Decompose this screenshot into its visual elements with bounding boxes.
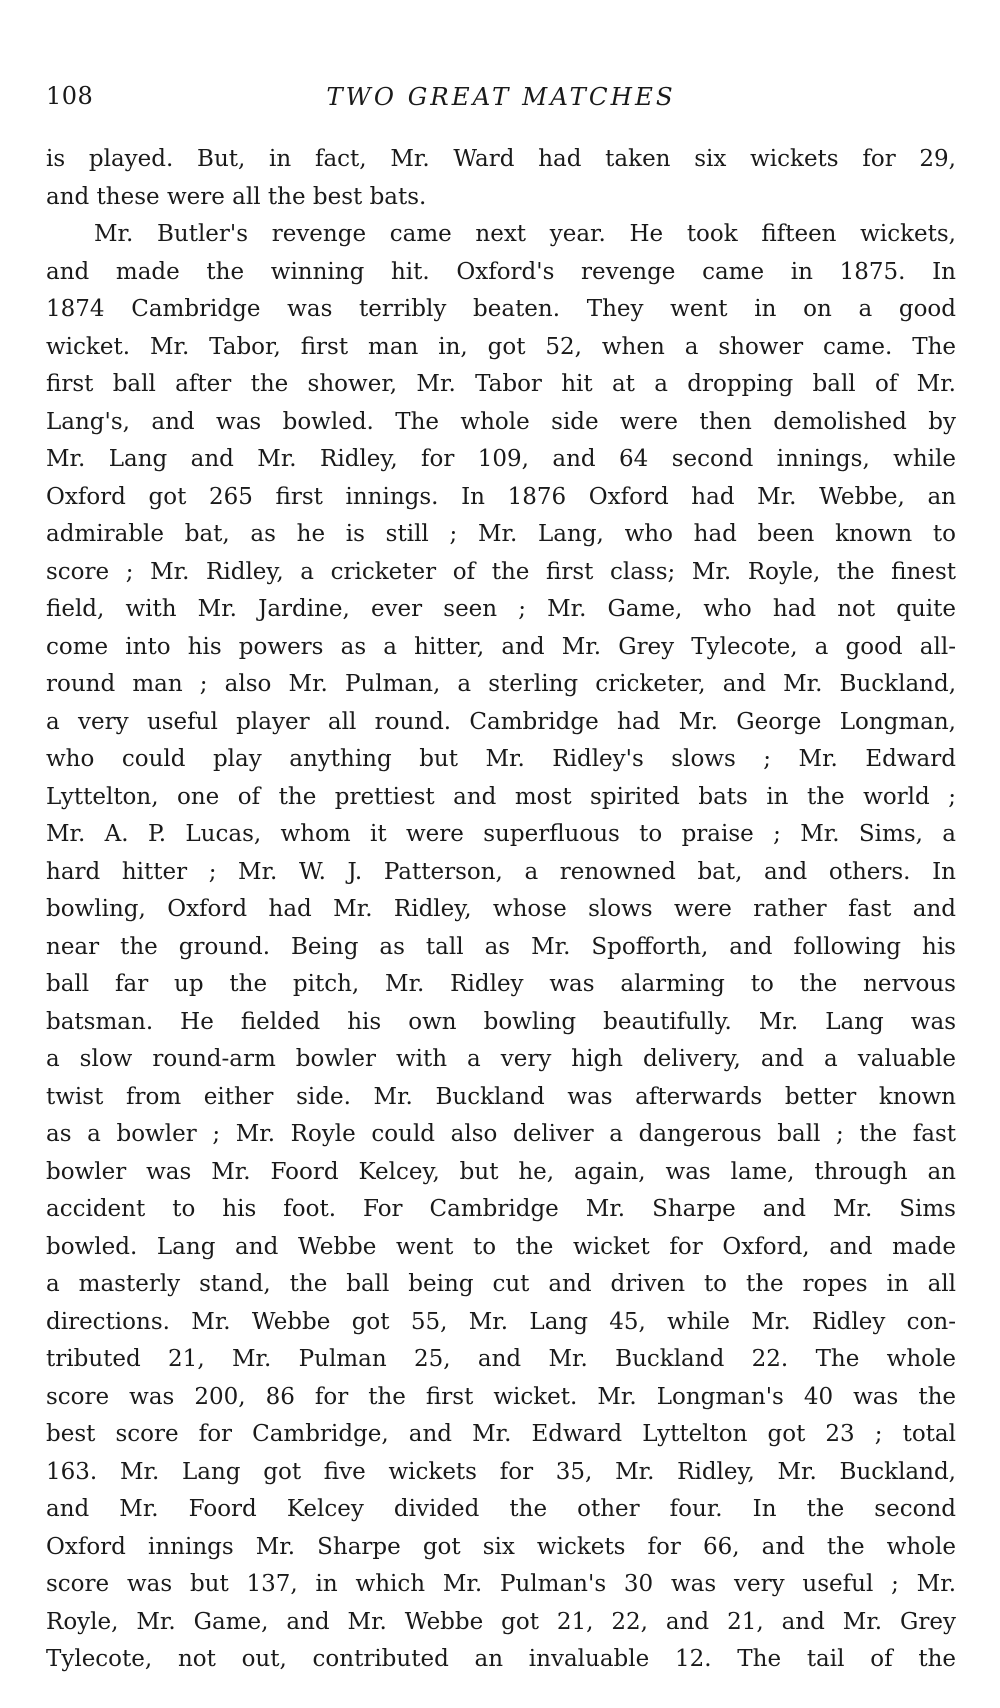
- text-line: first ball after the shower, Mr. Tabor hit at a dropping ball of Mr.: [46, 371, 956, 397]
- text-line: twist from either side. Mr. Buckland was afterwards better known: [46, 1083, 956, 1110]
- text-line: and Mr. Foord Kelcey divided the other four. In the second: [46, 1496, 956, 1522]
- text-line: bowler was Mr. Foord Kelcey, but he, again, was lame, through an: [46, 1158, 956, 1185]
- text-line: score was 200, 86 for the first wicket. Mr. Longman's 40 was the: [46, 1383, 956, 1410]
- text-line: admirable bat, as he is still ; Mr. Lang, who had been known to: [46, 521, 956, 547]
- text-line: is played. But, in fact, Mr. Ward had taken six wickets for 29,: [46, 146, 956, 172]
- text-line: score was but 137, in which Mr. Pulman's 30 was very useful ; Mr.: [46, 1571, 956, 1597]
- text-line: a masterly stand, the ball being cut and driven to the ropes in all: [46, 1271, 956, 1297]
- text-line: Mr. A. P. Lucas, whom it were superfluous to praise ; Mr. Sims, a: [46, 821, 956, 847]
- text-line: as a bowler ; Mr. Royle could also deliver a dangerous ball ; the fast: [46, 1121, 956, 1147]
- text-line: Mr. Lang and Mr. Ridley, for 109, and 64 second innings, while: [46, 446, 956, 472]
- text-line: and made the winning hit. Oxford's revenge came in 1875. In: [46, 258, 956, 285]
- text-line: tributed 21, Mr. Pulman 25, and Mr. Buckland 22. The whole: [46, 1346, 956, 1372]
- running-head: [46, 82, 956, 116]
- text-line: Tylecote, not out, contributed an invaluable 12. The tail of the: [46, 1646, 956, 1672]
- text-line: wicket. Mr. Tabor, first man in, got 52, when a shower came. The: [46, 333, 956, 360]
- text-line: field, with Mr. Jardine, ever seen ; Mr. Game, who had not quite: [46, 596, 956, 622]
- text-line: directions. Mr. Webbe got 55, Mr. Lang 45, while Mr. Ridley con-: [46, 1308, 956, 1335]
- text-line: best score for Cambridge, and Mr. Edward Lyttelton got 23 ; total: [46, 1421, 956, 1447]
- text-line: who could play anything but Mr. Ridley's slows ; Mr. Edward: [46, 746, 956, 772]
- text-line: bowling, Oxford had Mr. Ridley, whose slows were rather fast and: [46, 896, 956, 922]
- text-line: Oxford got 265 first innings. In 1876 Oxford had Mr. Webbe, an: [46, 483, 956, 510]
- text-line: a slow round-arm bowler with a very high delivery, and a valuable: [46, 1046, 956, 1072]
- text-line: near the ground. Being as tall as Mr. Spofforth, and following his: [46, 933, 956, 960]
- text-line: come into his powers as a hitter, and Mr. Grey Tylecote, a good all-: [46, 633, 956, 660]
- text-line: a very useful player all round. Cambridge had Mr. George Longman,: [46, 708, 956, 735]
- text-line: Oxford innings Mr. Sharpe got six wickets for 66, and the whole: [46, 1533, 956, 1560]
- text-line: hard hitter ; Mr. W. J. Patterson, a renowned bat, and others. In: [46, 858, 956, 885]
- text-line: accident to his foot. For Cambridge Mr. Sharpe and Mr. Sims: [46, 1196, 956, 1222]
- text-line: ball far up the pitch, Mr. Ridley was alarming to the nervous: [46, 971, 956, 997]
- book-page: [46, 0, 956, 1708]
- running-title: TWO GREAT MATCHES: [326, 82, 676, 111]
- text-line: batsman. He fielded his own bowling beautifully. Mr. Lang was: [46, 1008, 956, 1035]
- text-line: round man ; also Mr. Pulman, a sterling cricketer, and Mr. Buckland,: [46, 671, 956, 697]
- text-line: and these were all the best bats.: [46, 183, 427, 210]
- text-line: 1874 Cambridge was terribly beaten. They went in on a good: [46, 296, 956, 322]
- text-line: Royle, Mr. Game, and Mr. Webbe got 21, 22, and 21, and Mr. Grey: [46, 1608, 956, 1635]
- body-text: [46, 141, 956, 1679]
- text-line: score ; Mr. Ridley, a cricketer of the first class; Mr. Royle, the finest: [46, 558, 956, 585]
- text-line: bowled. Lang and Webbe went to the wicket for Oxford, and made: [46, 1233, 956, 1260]
- text-line: 163. Mr. Lang got five wickets for 35, Mr. Ridley, Mr. Buckland,: [46, 1458, 956, 1485]
- text-line: Lyttelton, one of the prettiest and most spirited bats in the world ;: [46, 783, 956, 810]
- text-line: Mr. Butler's revenge came next year. He took fifteen wickets,: [94, 221, 956, 247]
- text-line: Lang's, and was bowled. The whole side were then demolished by: [46, 408, 956, 435]
- page-number: 108: [46, 82, 94, 110]
